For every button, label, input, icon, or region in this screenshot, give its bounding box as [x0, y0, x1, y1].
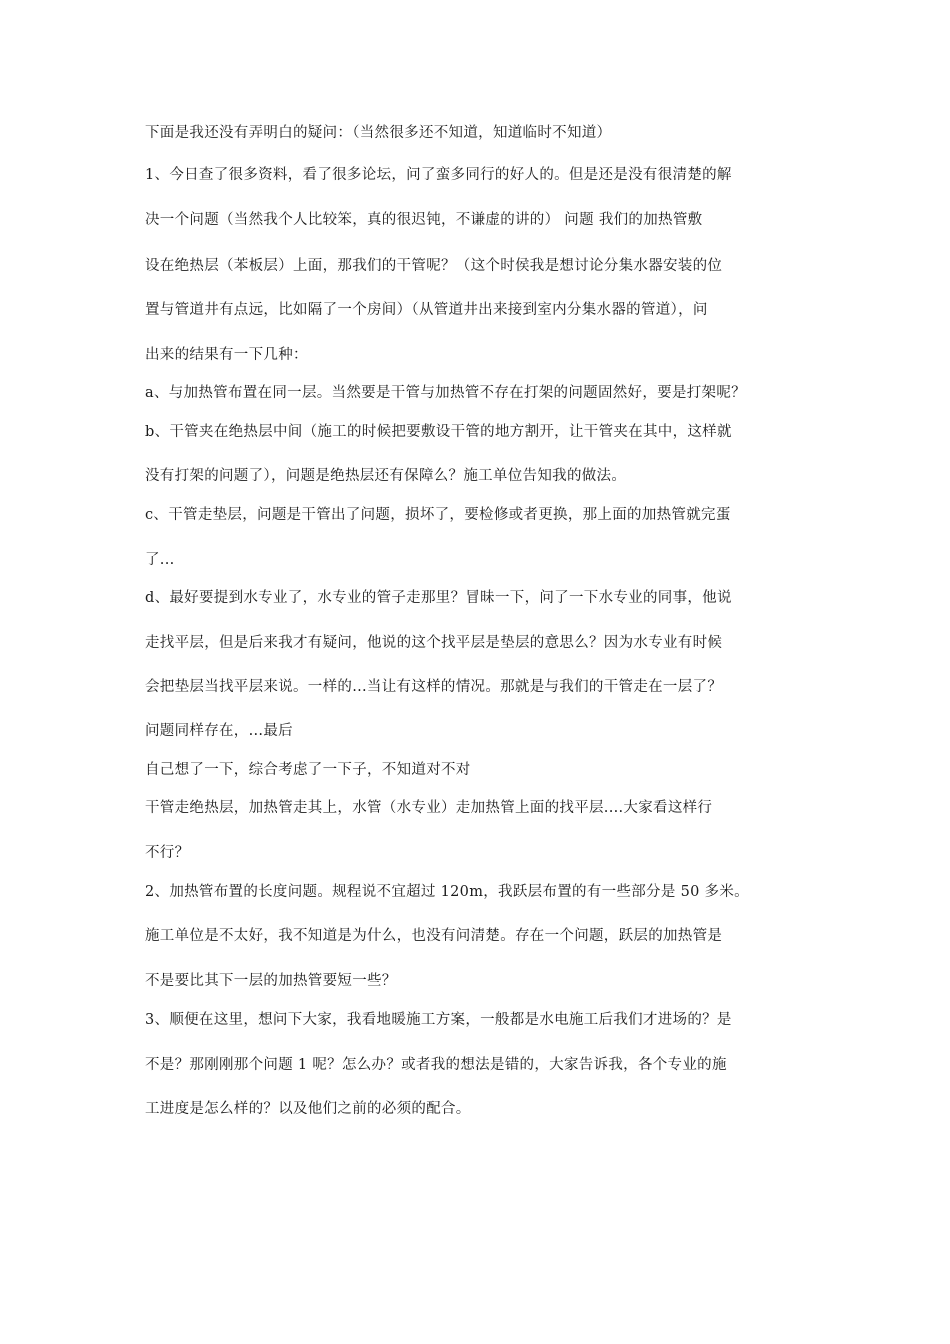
option-d-line-2: 走找平层，但是后来我才有疑问，他说的这个找平层是垫层的意思么？因为水专业有时候	[145, 635, 723, 651]
option-b-line-2: 没有打架的问题了），问题是绝热层还有保障么？施工单位告知我的做法。	[145, 468, 627, 484]
question-3-line-1: 3、顺便在这里，想问下大家，我看地暖施工方案，一般都是水电施工后我们才进场的？是	[145, 1012, 732, 1028]
option-d-line-4: 问题同样存在，...最后	[145, 723, 293, 739]
question-1-line-5: 出来的结果有一下几种：	[145, 347, 308, 363]
question-2-line-3: 不是要比其下一层的加热管要短一些？	[145, 973, 397, 989]
question-1-line-2: 决一个问题（当然我个人比较笨，真的很迟钝，不谦虚的讲的） 问题 我们的加热管敷	[145, 212, 703, 228]
question-2-line-2: 施工单位是不太好，我不知道是为什么，也没有问清楚。存在一个问题，跃层的加热管是	[145, 928, 723, 944]
intro-question-line: 下面是我还没有弄明白的疑问：（当然很多还不知道，知道临时不知道）	[145, 125, 612, 141]
option-d-line-1: d、最好要提到水专业了，水专业的管子走那里？冒昧一下，问了一下水专业的同事，他说	[145, 590, 732, 606]
conclusion-line-2: 干管走绝热层，加热管走其上，水管（水专业）走加热管上面的找平层....大家看这样行	[145, 800, 713, 816]
conclusion-line-3: 不行？	[145, 845, 190, 861]
question-3-line-2: 不是？那刚刚那个问题 1 呢？怎么办？或者我的想法是错的，大家告诉我，各个专业的施	[145, 1057, 727, 1073]
option-d-line-3: 会把垫层当找平层来说。一样的...当让有这样的情况。那就是与我们的干管走在一层了？	[145, 679, 723, 695]
option-a-line: a、与加热管布置在同一层。当然要是干管与加热管不存在打架的问题固然好，要是打架呢？	[145, 385, 746, 401]
question-3-line-3: 工进度是怎么样的？以及他们之前的必须的配合。	[145, 1101, 471, 1117]
question-1-line-4: 置与管道井有点远，比如隔了一个房间）（从管道井出来接到室内分集水器的管道），问	[145, 302, 708, 318]
question-1-line-3: 设在绝热层（苯板层）上面，那我们的干管呢？（这个时侯我是想讨论分集水器安装的位	[145, 258, 723, 274]
question-2-line-1: 2、加热管布置的长度问题。规程说不宜超过 120m，我跃层布置的有一些部分是 50 多米。	[145, 884, 749, 900]
option-b-line-1: b、干管夹在绝热层中间（施工的时候把要敷设干管的地方割开，让干管夹在其中，这样就	[145, 424, 732, 440]
option-c-line-1: c、干管走垫层，问题是干管出了问题，损坏了，要检修或者更换，那上面的加热管就完蛋	[145, 507, 731, 523]
option-c-line-2: 了...	[145, 552, 175, 568]
conclusion-line-1: 自己想了一下，综合考虑了一下子，不知道对不对	[145, 762, 471, 778]
question-1-line-1: 1、今日查了很多资料，看了很多论坛，问了蛮多同行的好人的。但是还是没有很清楚的解	[145, 167, 732, 183]
